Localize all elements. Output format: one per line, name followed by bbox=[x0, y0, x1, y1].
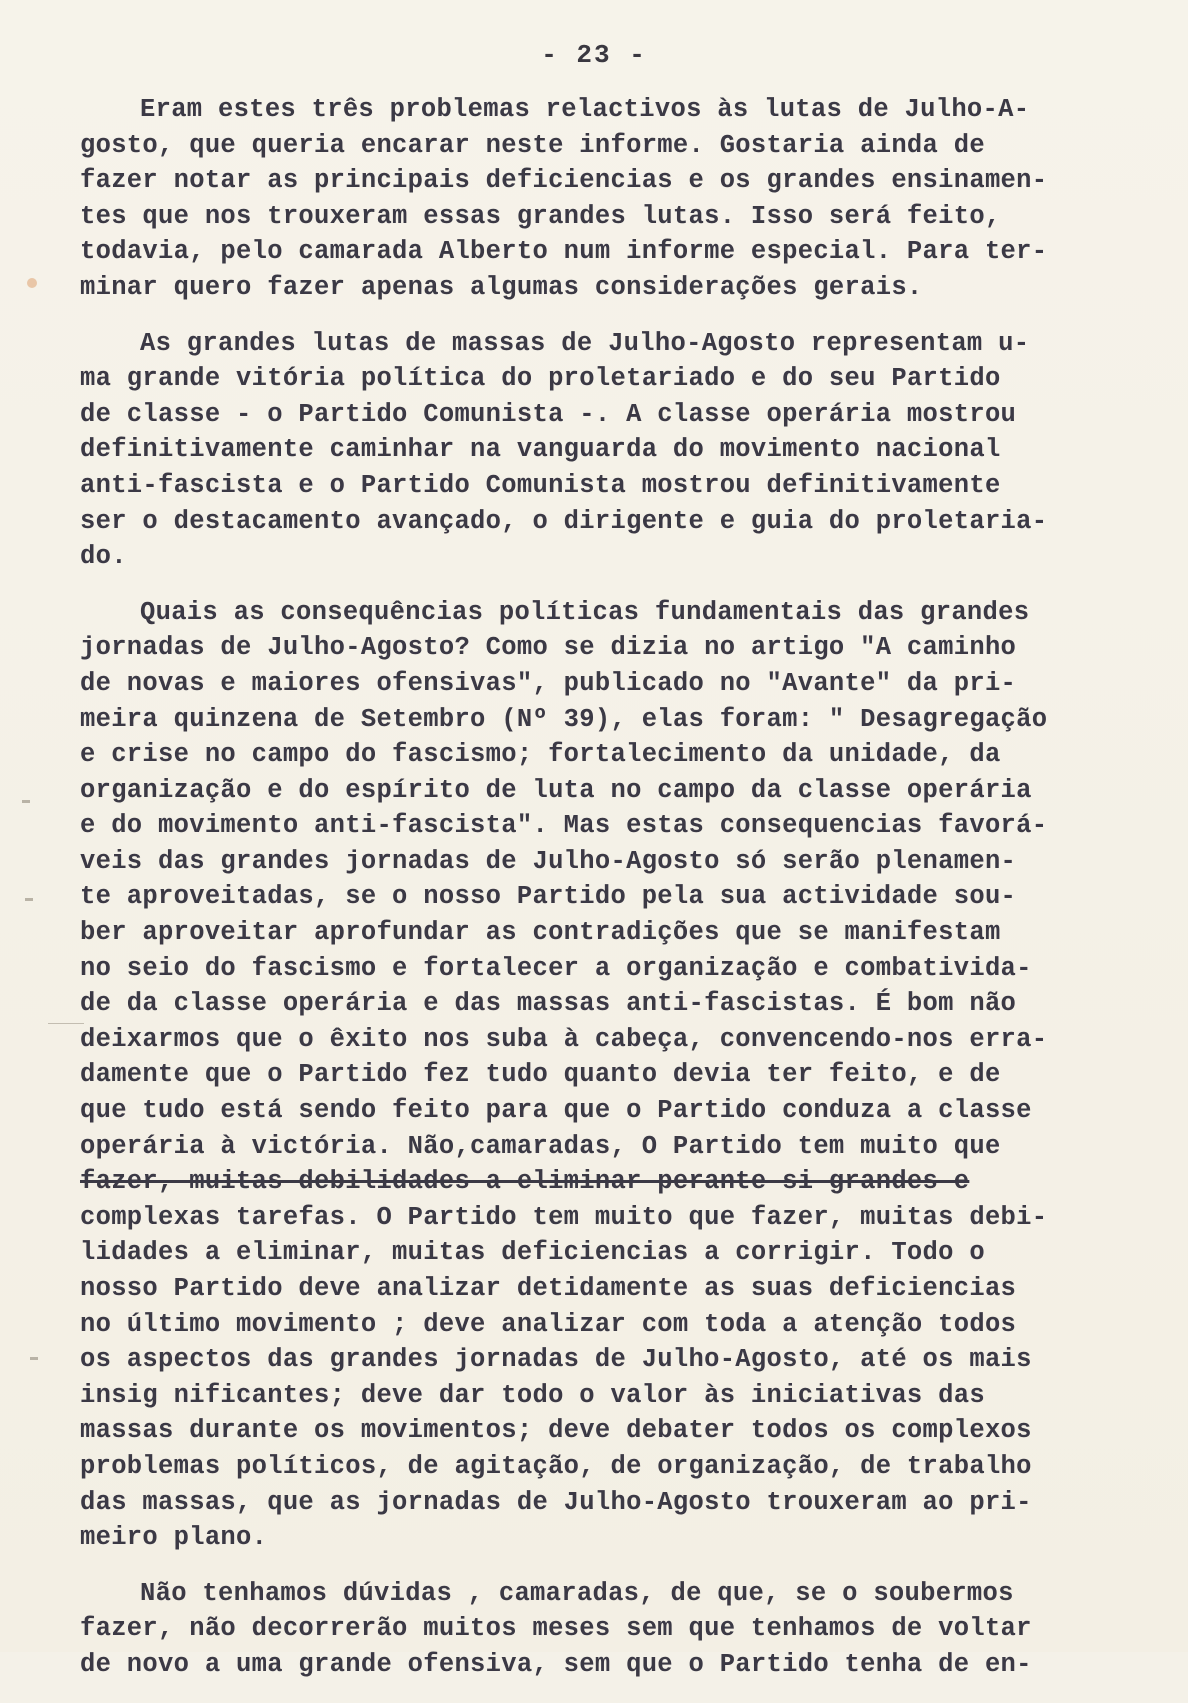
text-line: no último movimento ; deve analizar com toda a atenção todos bbox=[80, 1309, 1017, 1339]
text-line: operária à victória. Não,camaradas, O Partido tem muito que bbox=[80, 1131, 1001, 1161]
text-line: insig nificantes; deve dar todo o valor às iniciativas das bbox=[80, 1380, 985, 1410]
paragraph-3 bbox=[80, 595, 1125, 1556]
text-line: jornadas de Julho-Agosto? Como se dizia no artigo "A caminho bbox=[80, 633, 1017, 663]
text-line: que tudo está sendo feito para que o Partido conduza a classe bbox=[80, 1096, 1032, 1126]
text-line: nosso Partido deve analizar detidamente as suas deficiencias bbox=[80, 1274, 1017, 1303]
text-line: Não tenhamos dúvidas , camaradas, de que, se o soubermos bbox=[140, 1578, 1014, 1608]
text-line: os aspectos das grandes jornadas de Julho-Agosto, até os mais bbox=[80, 1345, 1032, 1375]
text-line: As grandes lutas de massas de Julho-Agosto representam u- bbox=[140, 328, 1030, 358]
text-line: Eram estes três problemas relactivos às lutas de Julho-A- bbox=[140, 95, 1030, 124]
text-line: lidades a eliminar, muitas deficiencias a corrigir. Todo o bbox=[80, 1238, 985, 1268]
text-line: deixarmos que o êxito nos suba à cabeça, convencendo-nos erra- bbox=[80, 1024, 1048, 1054]
text-line: meiro plano. bbox=[80, 1523, 268, 1553]
text-line: de novas e maiores ofensivas", publicado no "Avante" da pri- bbox=[80, 668, 1017, 698]
text-line: de da classe operária e das massas anti-fascistas. É bom não bbox=[80, 989, 1017, 1019]
text-line: ser o destacamento avançado, o dirigente e guia do proletaria- bbox=[80, 506, 1048, 536]
text-line: ber aproveitar aprofundar as contradições que se manifestam bbox=[80, 918, 1001, 948]
text-line: problemas políticos, de agitação, de organização, de trabalho bbox=[80, 1451, 1032, 1481]
text-line: minar quero fazer apenas algumas considerações gerais. bbox=[80, 272, 923, 302]
struck-text-line: fazer, muitas debilidades a eliminar perante si grandes e bbox=[80, 1167, 970, 1197]
text-line: anti-fascista e o Partido Comunista mostrou definitivamente bbox=[80, 470, 1001, 500]
margin-tick bbox=[25, 898, 33, 901]
text-line: meira quinzena de Setembro (Nº 39), elas foram: " Desagregação bbox=[80, 704, 1048, 734]
text-line: te aproveitadas, se o nosso Partido pela sua actividade sou- bbox=[80, 882, 1017, 912]
text-line: organização e do espírito de luta no campo da classe operária bbox=[80, 775, 1032, 805]
text-line: definitivamente caminhar na vanguarda do movimento nacional bbox=[80, 435, 1001, 465]
paragraph-4 bbox=[80, 1576, 1125, 1683]
margin-tick bbox=[22, 800, 30, 803]
text-line: veis das grandes jornadas de Julho-Agosto só serão plenamen- bbox=[80, 846, 1017, 876]
page-number: - 23 - bbox=[541, 40, 647, 70]
text-line: fazer notar as principais deficiencias e os grandes ensinamen- bbox=[80, 166, 1048, 196]
text-line: ma grande vitória política do proletariado e do seu Partido bbox=[80, 364, 1001, 394]
text-line: gosto, que queria encarar neste informe. Gostaria ainda de bbox=[80, 130, 985, 160]
text-line: e do movimento anti-fascista". Mas estas consequencias favorá- bbox=[80, 811, 1048, 841]
text-line: no seio do fascismo e fortalecer a organização e combativida- bbox=[80, 953, 1032, 983]
text-line: massas durante os movimentos; deve debater todos os complexos bbox=[80, 1416, 1032, 1446]
text-line: complexas tarefas. O Partido tem muito que fazer, muitas debi- bbox=[80, 1202, 1048, 1232]
paragraph-2 bbox=[80, 326, 1125, 575]
text-line: das massas, que as jornadas de Julho-Agosto trouxeram ao pri- bbox=[80, 1487, 1032, 1517]
paragraph-1 bbox=[80, 92, 1125, 306]
text-line: de novo a uma grande ofensiva, sem que o Partido tenha de en- bbox=[80, 1649, 1032, 1679]
punch-hole-mark bbox=[27, 278, 37, 288]
text-line: Quais as consequências políticas fundamentais das grandes bbox=[140, 597, 1030, 627]
text-line: de classe - o Partido Comunista -. A classe operária mostrou bbox=[80, 399, 1017, 429]
margin-rule bbox=[48, 1023, 84, 1024]
text-line: tes que nos trouxeram essas grandes lutas. Isso será feito, bbox=[80, 201, 1001, 231]
text-line: damente que o Partido fez tudo quanto devia ter feito, e de bbox=[80, 1060, 1001, 1090]
text-line: e crise no campo do fascismo; fortalecimento da unidade, da bbox=[80, 740, 1001, 770]
text-line: fazer, não decorrerão muitos meses sem que tenhamos de voltar bbox=[80, 1614, 1032, 1644]
text-line: do. bbox=[80, 542, 127, 572]
document-body bbox=[80, 92, 1125, 1703]
margin-tick bbox=[30, 1357, 38, 1360]
text-line: todavia, pelo camarada Alberto num informe especial. Para ter- bbox=[80, 237, 1048, 267]
